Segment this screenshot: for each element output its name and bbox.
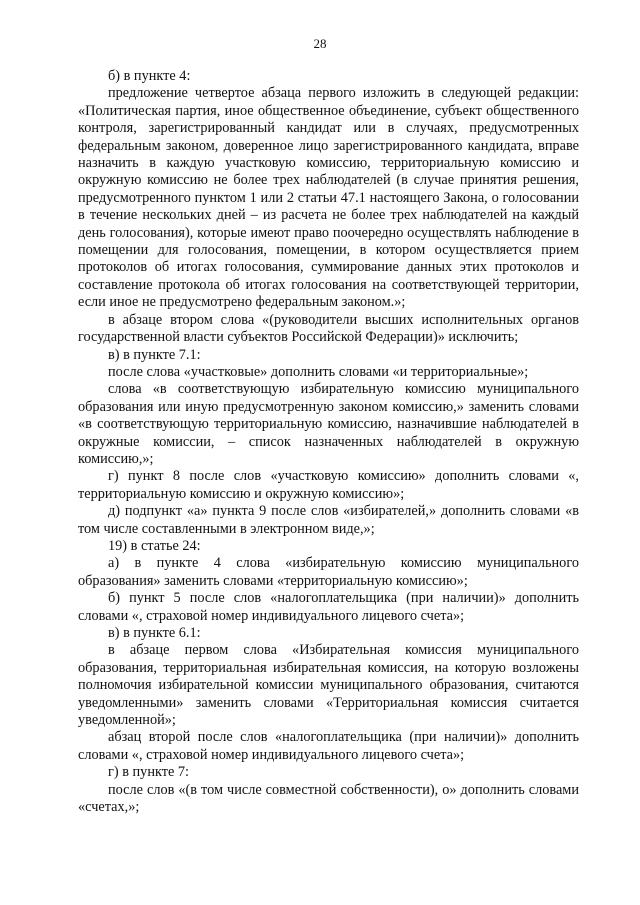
paragraph: слова «в соответствующую избирательную комиссию муниципального образования или иную предусмотренную законом комиссию,» заменить словами «в соответствующую территориальную комиссию, назначившие наблюдателей в окружные комиссии, – список назначенных наблюдателей в окружную комиссию,»; xyxy=(78,381,579,467)
paragraph: д) подпункт «а» пункта 9 после слов «избирателей,» дополнить словами «в том числе составленными в электронном виде,»; xyxy=(78,503,579,537)
paragraph: а) в пункте 4 слова «избирательную комиссию муниципального образования» заменить словами «территориальную комиссию»; xyxy=(78,555,579,589)
page-number: 28 xyxy=(313,36,327,51)
paragraph: г) в пункте 7: xyxy=(108,764,190,781)
paragraph: абзац второй после слов «налогоплательщика (при наличии)» дополнить словами «, страховой номер индивидуального лицевого счета»; xyxy=(78,729,579,763)
paragraph: 19) в статье 24: xyxy=(108,537,201,554)
paragraph: после слова «участковые» дополнить словами «и территориальные»; xyxy=(108,363,529,380)
paragraph: после слов «(в том числе совместной собственности), о» дополнить словами «счетах,»; xyxy=(78,781,579,816)
paragraph: предложение четвертое абзаца первого изложить в следующей редакции: «Политическая партия, иное общественное объединение, субъект общественного контроля, зарегистрированный кандидат или в случаях, предусмотренных федеральным законом, доверенное лицо зарегистрированного кандидата, вправе назначить в каждую участковую комиссию, территориальную комиссию и окружную комиссию не более трех наблюдателей (в случае принятия решения, предусмотренного пунктом 1 или 2 статьи 47.1 настоящего Закона, о голосовании в течение нескольких дней – из расчета не более трех наблюдателей на каждый день голосования), которые имеют право поочередно осуществлять наблюдение в помещении для голосования, помещении, в котором осуществляется прием протоколов об итогах голосования, суммирование данных этих протоколов и составление протокола об итогах голосования на соответствующей территории, если иное не предусмотрено федеральным законом.»; xyxy=(78,85,579,311)
paragraph: в) в пункте 6.1: xyxy=(108,625,201,641)
paragraph: в абзаце первом слова «Избирательная комиссия муниципального образования, территориальная избирательная комиссия, на которую возложены полномочия избирательной комиссии муниципального образования, считаются уведомленными» заменить словами «Территориальная комиссия считается уведомленной»; xyxy=(78,642,579,729)
paragraph: в абзаце втором слова «(руководители высших исполнительных органов государственной власти субъектов Российской Федерации)» исключить; xyxy=(78,311,579,346)
paragraph: г) пункт 8 после слов «участковую комиссию» дополнить словами «, территориальную комиссию и окружную комиссию»; xyxy=(78,468,579,502)
paragraph: б) в пункте 4: xyxy=(108,68,191,84)
paragraph: в) в пункте 7.1: xyxy=(108,346,201,363)
document-body xyxy=(78,68,579,816)
paragraph: б) пункт 5 после слов «налогоплательщика (при наличии)» дополнить словами «, страховой номер индивидуального лицевого счета»; xyxy=(78,590,579,624)
